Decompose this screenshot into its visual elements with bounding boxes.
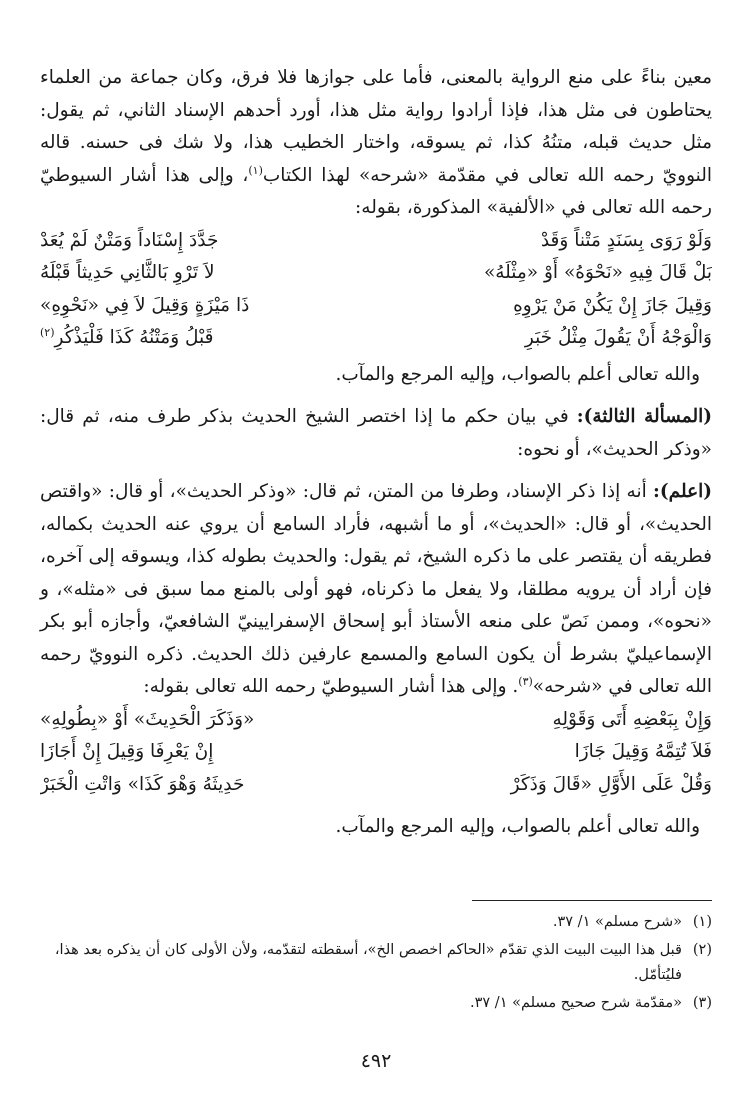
poem-block-2 (40, 704, 712, 802)
footnote-ref-2[interactable]: (٢) (40, 325, 55, 339)
verse-second-hemistich: لاَ تَرْوِ بَالثَّانِي حَدِيثاً قَبْلَهُ (40, 262, 215, 283)
verse-line (40, 225, 712, 258)
know-label: (اعلم): (653, 481, 712, 502)
poem-block-1 (40, 225, 712, 355)
footnote-text: «شرح مسلم» ١/ ٣٧. (552, 914, 682, 930)
verse-first-hemistich: وَإِنْ بِبَعْضِهِ أَتَى وَقَوْلِهِ (552, 708, 712, 730)
footnote-ref-1[interactable]: (١) (248, 163, 263, 177)
paragraph-intro-tail: ، وإلى هذا أشار السيوطيّ رحمه الله تعالى في «الألفية» المذكورة، بقوله: (40, 164, 712, 218)
verse-line (40, 736, 712, 769)
verse-line (40, 257, 712, 290)
closing-formula-2: والله تعالى أعلم بالصواب، وإليه المرجع والمآب. (335, 816, 700, 837)
footnote-text: قبل هذا البيت البيت الذي تقدّم «الحاكم اخصص الخ»، أسقطته لتقدّمه، ولأن الأولى كان أن يذكره بعد هذا، فليُتأمّل. (54, 942, 682, 983)
footnote-number: (٢) (692, 942, 712, 958)
verse-second-hemistich: إِنْ يَعْرِفَا وَقِيلَ إِنْ أَجَازَا (40, 741, 214, 762)
verse-second-hemistich (40, 322, 356, 355)
paragraph-intro-text: معين بناءً على منع الرواية بالمعنى، فأما على جوازها فلا فرق، وكان جماعة من العلماء يحتاطون فى مثل هذا، فإذا أرادوا رواية مثل هذا، أورد أحدهم الإسناد الثاني، ثم يقول: مثل حديث قبله، متنُهُ كذا، ثم يسوقه، واختار الخطيب هذا، ولا شك فى حسنه. قاله النوويّ رحمه الله تعالى في مقدّمة «شرحه» لهذا الكتاب (40, 67, 712, 186)
footnote-number: (٣) (692, 995, 712, 1011)
verse-line (40, 704, 712, 737)
verse-first-hemistich: وَقُلْ عَلَى الأَوَّلِ «قَالَ وَذَكَرْ (510, 773, 712, 795)
know-text: أنه إذا ذكر الإسناد، وطرفا من المتن، ثم قال: «وذكر الحديث»، أو قال: «واقتص الحديث»، أو قال: «الحديث»، أو ما أشبهه، فأراد السامع أن يروي عنه الحديث بكماله، فطريقه أن يقتصر على ما ذكره الشيخ، ثم يقول: والحديث بطوله كذا، ويسوقه إلى آخره، فإن أراد أن يرويه مطلقا، ولا يفعل ما ذكرناه، فهو أولى بالمنع مما سبق فى «مثله»، و «نحوه»، وممن نَصّ على منعه الأستاذ أبو إسحاق الإسفرايينيّ الشافعيّ، وأجازه أبو بكر الإسماعيليّ بشرط أن يكون السامع والمسمع عارفين ذلك الحديث. ذكره النوويّ رحمه الله تعالى في «شرحه» (40, 481, 712, 697)
verse-line (40, 290, 712, 323)
verse-second-hemistich: جَدَّدَ إِسْنَاداً وَمَتْنٌ لَمْ يُعَدْ (40, 229, 219, 251)
paragraph-intro (40, 62, 712, 225)
footnotes (40, 910, 712, 1019)
footnote-item (40, 938, 712, 988)
verse-first-hemistich: وَالْوَجْهُ أَنْ يَقُولَ مِثْلُ خَبَرِ (524, 327, 712, 348)
page-number: ٤٩٢ (360, 1050, 392, 1072)
closing-formula-1: والله تعالى أعلم بالصواب، وإليه المرجع والمآب. (335, 363, 700, 385)
verse-first-hemistich: بَلْ قَالَ فِيهِ «نَحْوَهُ» أَوْ «مِثْلَهُ» (483, 262, 712, 283)
footnote-item (40, 910, 712, 935)
verse-second-hemistich: «وَذَكَرَ الْحَدِيثَ» أَوْ «بِطُولِهِ» (40, 708, 255, 730)
question-3-text: في بيان حكم ما إذا اختصر الشيخ الحديث بذكر طرف منه، ثم قال: «وذكر الحديث»، أو نحوه: (40, 406, 712, 460)
verse-line (40, 769, 712, 802)
paragraph-question-3 (40, 401, 712, 466)
know-tail: . وإلى هذا أشار السيوطيّ رحمه الله تعالى بقوله: (143, 676, 519, 697)
question-3-label: (المسألة الثالثة): (576, 406, 713, 427)
verse-first-hemistich: وَقِيلَ جَازَ إِنْ يَكُنْ مَنْ يَرْوِهِ (513, 294, 712, 316)
footnote-number: (١) (692, 914, 712, 930)
page-body (40, 62, 712, 844)
verse-first-hemistich: وَلَوْ رَوَى بِسَنَدٍ مَتْناً وَقَدْ (540, 229, 712, 251)
verse-second-hemistich: حَدِيثَهُ وَهْوَ كَذَا» وَاتْتِ الْخَبَرْ (40, 773, 245, 795)
paragraph-know (40, 476, 712, 704)
footnote-ref-3[interactable]: (٣) (518, 674, 533, 688)
footnote-item (40, 991, 712, 1016)
verse-second-hemistich: ذَا مَيْزَةٍ وَقِيلَ لاَ فِي «نَحْوِهِ» (40, 294, 250, 316)
verse-second-hemistich-text: قَبْلُ وَمَتْنُهُ كَذَا فَلْيَذْكُرِ (54, 327, 214, 348)
verse-first-hemistich: فَلاَ تُتِمَّهُ وَقِيلَ جَازَا (574, 741, 712, 762)
footnote-text: «مقدّمة شرح صحيح مسلم» ١/ ٣٧. (470, 995, 682, 1011)
verse-line (40, 322, 712, 355)
footnote-divider (472, 900, 712, 901)
